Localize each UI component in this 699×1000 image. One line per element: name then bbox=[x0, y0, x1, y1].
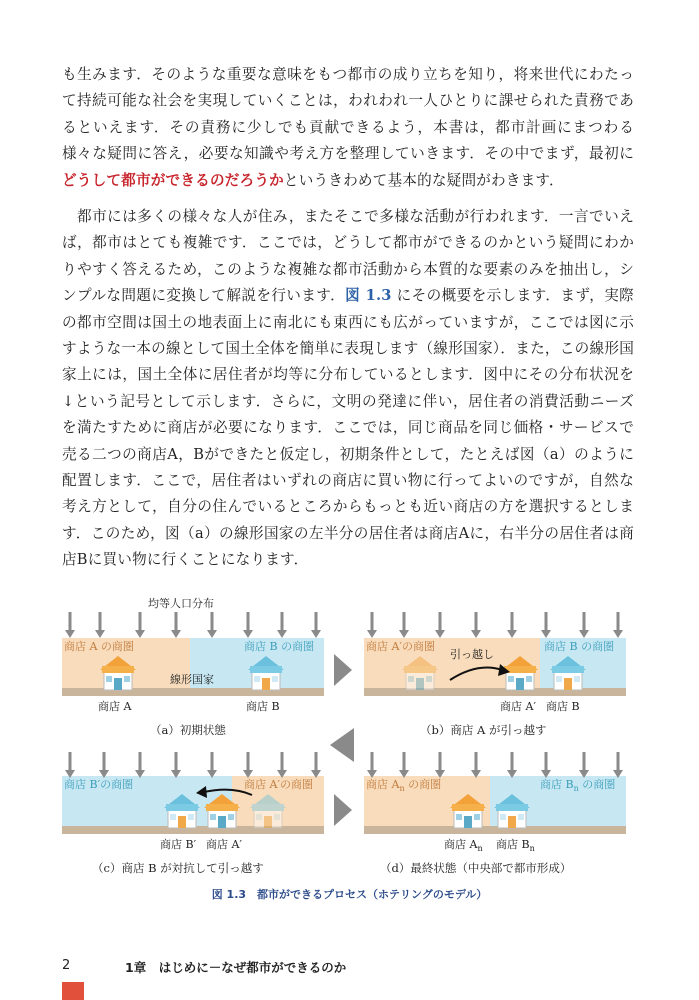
store-label-an: 商店 $A_n$ bbox=[444, 838, 483, 854]
p2-text-a: 都市には多くの様々な人が住み，またそこで多様な活動が行われます．一言でいえば，都市はとても複雑です．ここでは，どうして都市ができるのかという疑問にわかりやすく答えるため，このような複雑な都市活動から本質的な要素のみを抽出し，シンプルな問題に変換して解説を行います． bbox=[62, 208, 634, 305]
figure-title: 図 1.3 都市ができるプロセス（ホテリングのモデル） bbox=[211, 888, 488, 901]
area-label-b-right: 商店 B の商圏 bbox=[544, 640, 615, 653]
store-label-b: 商店 B bbox=[246, 700, 280, 713]
move-label: 引っ越し bbox=[450, 648, 494, 661]
panel-b bbox=[364, 612, 626, 696]
process-arrow-a-b bbox=[334, 654, 352, 686]
area-label-a-right: 商店 B の商圏 bbox=[244, 640, 315, 653]
chapter-color-tab bbox=[62, 982, 84, 1000]
store-label-b-b: 商店 B bbox=[546, 700, 580, 713]
area-label-a-left: 商店 A の商圏 bbox=[64, 640, 134, 653]
caption-b: （b）商店 A が引っ越す bbox=[420, 723, 547, 737]
p2-text-b: にその概要を示します．まず，実際の都市空間は国土の地表面上に南北にも東西にも広がっていますが，ここでは図に示すような一本の線として国土全体を簡単に表現します（線形国家）．また，この線形国家上には，国土全体に居住者が均等に分布しているとします．図中にその分布状況を↓という記号として示します．さらに，文明の発達に伴い，居住者の消費活動ニーズを満たすために商店が必要になります．ここでは，同じ商品を同じ価格・サービスで売る二つの商店A，Bができたと仮定し，初期条件として，たとえば図（a）のように配置します．ここで，居住者はいずれの商店に買い物に行ってよいのですが，自然な考え方として，自分の住んでいるところからもっとも近い商店の方を選択するとします．このため，図（a）の線形国家の左半分の居住者は商店Aに，右半分の居住者は商店Bに買い物に行くことになります． bbox=[62, 287, 634, 569]
caption-d: （d）最終状態（中央部で都市形成） bbox=[380, 861, 572, 875]
panel-c bbox=[62, 752, 324, 834]
area-label-b-left: 商店 A′の商圏 bbox=[366, 640, 435, 653]
highlight-question: どうして都市ができるのだろうか bbox=[62, 171, 284, 189]
uniform-distribution-label: 均等人口分布 bbox=[148, 597, 214, 610]
store-label-b-prime: 商店 B′ bbox=[160, 838, 197, 851]
area-label-c-left: 商店 B′の商圏 bbox=[64, 778, 134, 791]
population-arrows-d bbox=[367, 752, 623, 778]
p1-text-a: も生みます．そのような重要な意味をもつ都市の成り立ちを知り，将来世代にわたって持続可能な社会を実現していくことは，われわれ一人ひとりに課せられた責務であるといえます．その責務に少しでも貢献できるよう，本書は，都市計画にまつわる様々な疑問に答え，必要な知識や考え方を整理していきます．その中でまず，最初に bbox=[62, 66, 634, 163]
process-arrow-b-c bbox=[330, 728, 354, 762]
linear-nation-label: 線形国家 bbox=[170, 673, 214, 686]
store-label-a: 商店 A bbox=[98, 700, 132, 713]
population-arrows-a bbox=[65, 612, 321, 638]
chapter-title: 1章 はじめに－なぜ都市ができるのか bbox=[125, 960, 347, 975]
process-arrow-c-d bbox=[334, 794, 352, 826]
caption-c: （c）商店 B が対抗して引っ越す bbox=[92, 861, 264, 875]
caption-a: （a）初期状態 bbox=[150, 723, 226, 737]
area-label-d-right: 商店 $B_n$ の商圏 bbox=[540, 778, 616, 794]
area-label-d-left: 商店 $A_n$ の商圏 bbox=[366, 778, 442, 794]
store-label-a-prime-c: 商店 A′ bbox=[206, 838, 242, 851]
area-label-c-right: 商店 A′の商圏 bbox=[244, 778, 313, 791]
store-label-bn: 商店 $B_n$ bbox=[496, 838, 535, 854]
population-arrows-c bbox=[65, 752, 321, 778]
figure-reference: 図 1.3 bbox=[345, 287, 392, 305]
p1-text-b: というきわめて基本的な疑問がわきます． bbox=[283, 171, 564, 189]
store-label-a-prime: 商店 A′ bbox=[500, 700, 536, 713]
population-arrows-b bbox=[367, 612, 623, 638]
page-number: 2 bbox=[62, 958, 71, 973]
